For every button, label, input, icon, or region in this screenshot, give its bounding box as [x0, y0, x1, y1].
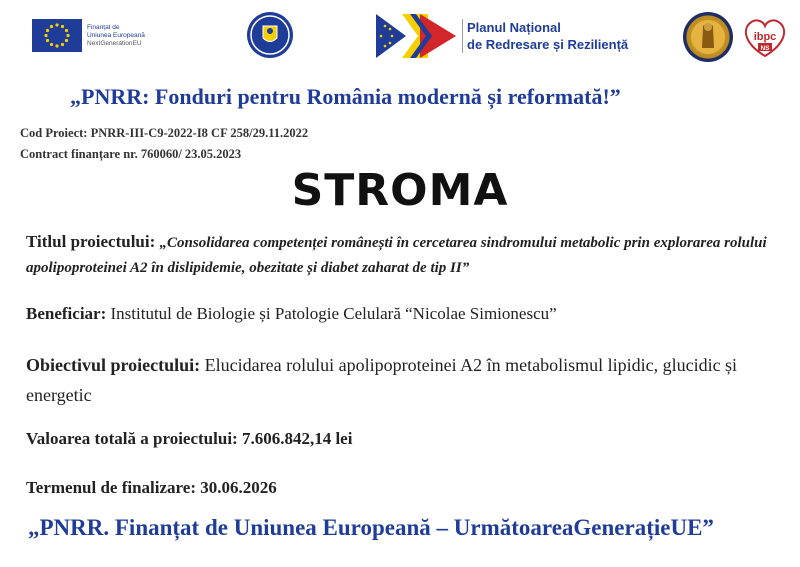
pnrr-flag-icon — [376, 14, 456, 58]
contract-number: Contract finanțare nr. 760060/ 23.05.2023 — [20, 147, 242, 161]
objective-label: Obiectivul proiectului: — [26, 355, 201, 375]
completion-deadline: Termenul de finalizare: 30.06.2026 — [26, 478, 277, 497]
pnrr-line1: Planul Național — [467, 20, 561, 35]
project-title — [26, 230, 786, 280]
project-code: Cod Proiect: PNRR-III-C9-2022-I8 CF 258/29.11.2022 — [20, 126, 309, 140]
project-acronym: STROMA — [291, 165, 509, 216]
eu-line3: NextGenerationEU — [87, 39, 142, 47]
project-objective — [26, 350, 786, 410]
pnrr-line2: de Redresare și Reziliență — [467, 37, 629, 52]
pnrr-logo — [376, 14, 628, 58]
slogan-bottom: „PNRR. Finanțat de Uniunea Europeană – UrmătoareaGenerațieUE” — [28, 515, 714, 540]
beneficiary-value: Institutul de Biologie și Patologie Celulară “Nicolae Simionescu” — [110, 304, 557, 323]
objective-value: Elucidarea rolului apolipoproteinei A2 în metabolismul lipidic, glucidic și energetic — [26, 355, 738, 405]
ibpc-sub-text: NS — [760, 45, 770, 52]
eu-line2: Uniunea Europeană — [87, 31, 145, 39]
beneficiary-label: Beneficiar: — [26, 304, 107, 323]
eu-line1: Finanțat de — [87, 23, 120, 31]
project-total-value: Valoarea totală a proiectului: 7.606.842,14 lei — [26, 429, 353, 448]
project-title-value: „Consolidarea competenței românești în cercetarea sindromului metabolic prin explorarea rolului apolipoproteinei A2 în dislipidemie, obezitate și diabet zaharat de tip II” — [26, 235, 767, 276]
ibpc-text: ibpc — [753, 31, 777, 43]
beneficiary — [26, 302, 786, 326]
romanian-government-seal-icon — [247, 12, 293, 58]
logo-bar — [0, 8, 800, 68]
eu-flag-icon — [32, 19, 82, 52]
ibpc-logo — [740, 16, 790, 58]
slogan-top: „PNRR: Fonduri pentru România modernă și reformată!” — [70, 84, 621, 109]
institute-medallion-icon — [683, 12, 733, 62]
eu-funding-logo — [32, 19, 145, 52]
project-title-label: Titlul proiectului: — [26, 232, 156, 251]
